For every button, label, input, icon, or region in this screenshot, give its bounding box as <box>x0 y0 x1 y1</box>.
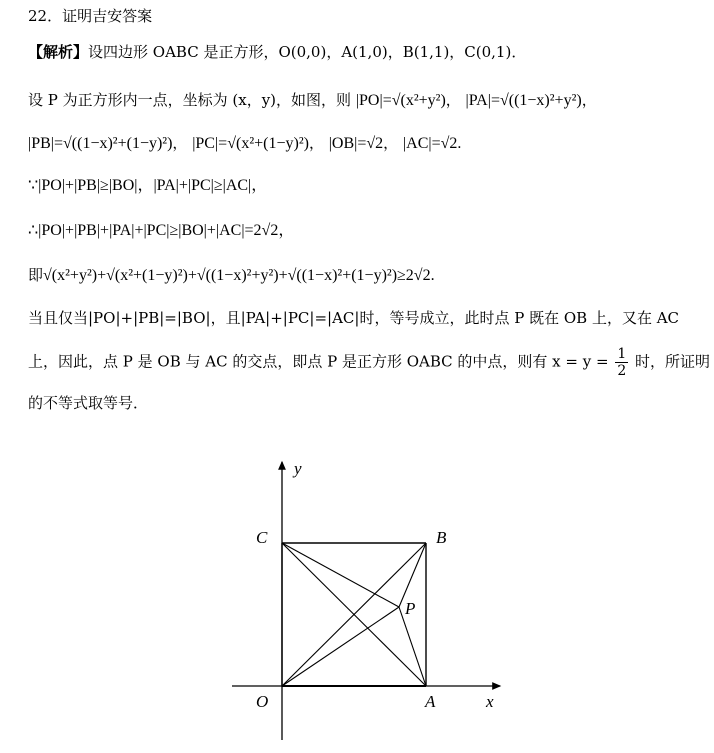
x-axis-label: x <box>486 692 494 711</box>
pa-formula: |PA|=√((1−x)²+y²) <box>465 92 582 109</box>
label-a: A <box>425 692 436 711</box>
solution-line-3: |PB|=√((1−x)²+(1−y)²)， |PC|=√(x²+(1−y)²)， |OB|=√2， |AC|=√2. <box>28 134 462 152</box>
ac-formula: |AC|=√2. <box>402 135 462 152</box>
line1-text: 设四边形 OABC 是正方形，O(0,0)，A(1,0)，B(1,1)，C(0,1)． <box>88 43 527 61</box>
solution-line-5: ∴|PO|+|PB|+|PA|+|PC|≥|BO|+|AC|=2√2， <box>28 222 295 239</box>
pb-formula: |PB|=√((1−x)²+(1−y)²) <box>28 135 173 152</box>
line6-expression: √(x²+y²)+√(x²+(1−y)²)+√((1−x)²+y²)+√((1−x)²+(1−y)²)≥2√2. <box>43 267 435 284</box>
pc-formula: |PC|=√(x²+(1−y)²) <box>192 135 309 152</box>
segment-pa <box>399 607 426 686</box>
solution-line-4: ∵|PO|+|PB|≥|BO|，|PA|+|PC|≥|AC|， <box>28 177 268 194</box>
line8-before: 上，因此，点 P 是 OB 与 AC 的交点，即点 P 是正方形 OABC 的中点，则有 x = y = <box>28 352 609 371</box>
segment-po <box>282 607 399 686</box>
solution-line-7: 当且仅当|PO|+|PB|=|BO|，且|PA|+|PC|=|AC|时，等号成立，此时点 P 既在 OB 上，又在 AC <box>28 309 680 327</box>
segment-pb <box>399 543 426 607</box>
y-axis-label: y <box>294 459 302 478</box>
label-c: C <box>256 528 268 547</box>
segment-pc <box>282 543 399 607</box>
line8-after: 时，所证明 <box>635 352 711 371</box>
ob-formula: |OB|=√2 <box>328 135 384 152</box>
solution-line-2: 设 P 为正方形内一点，坐标为 (x，y)，如图，则 |PO|=√(x²+y²)， |PA|=√((1−x)²+y²)， <box>28 91 597 109</box>
solution-line-9: 的不等式取等号． <box>28 394 149 412</box>
label-o: O <box>256 692 269 711</box>
fraction-denominator: 2 <box>617 363 627 379</box>
analysis-tag: 【解析】 <box>28 43 89 61</box>
label-b: B <box>436 528 447 547</box>
heading: 22．证明吉安答案 <box>28 7 153 25</box>
line6-prefix: 即 <box>28 266 44 284</box>
line2-text: 设 P 为正方形内一点，坐标为 (x，y)，如图，则 <box>28 91 352 109</box>
fraction-numerator: 1 <box>617 346 627 362</box>
po-formula: |PO|=√(x²+y²) <box>355 92 446 109</box>
label-p: P <box>405 599 416 618</box>
